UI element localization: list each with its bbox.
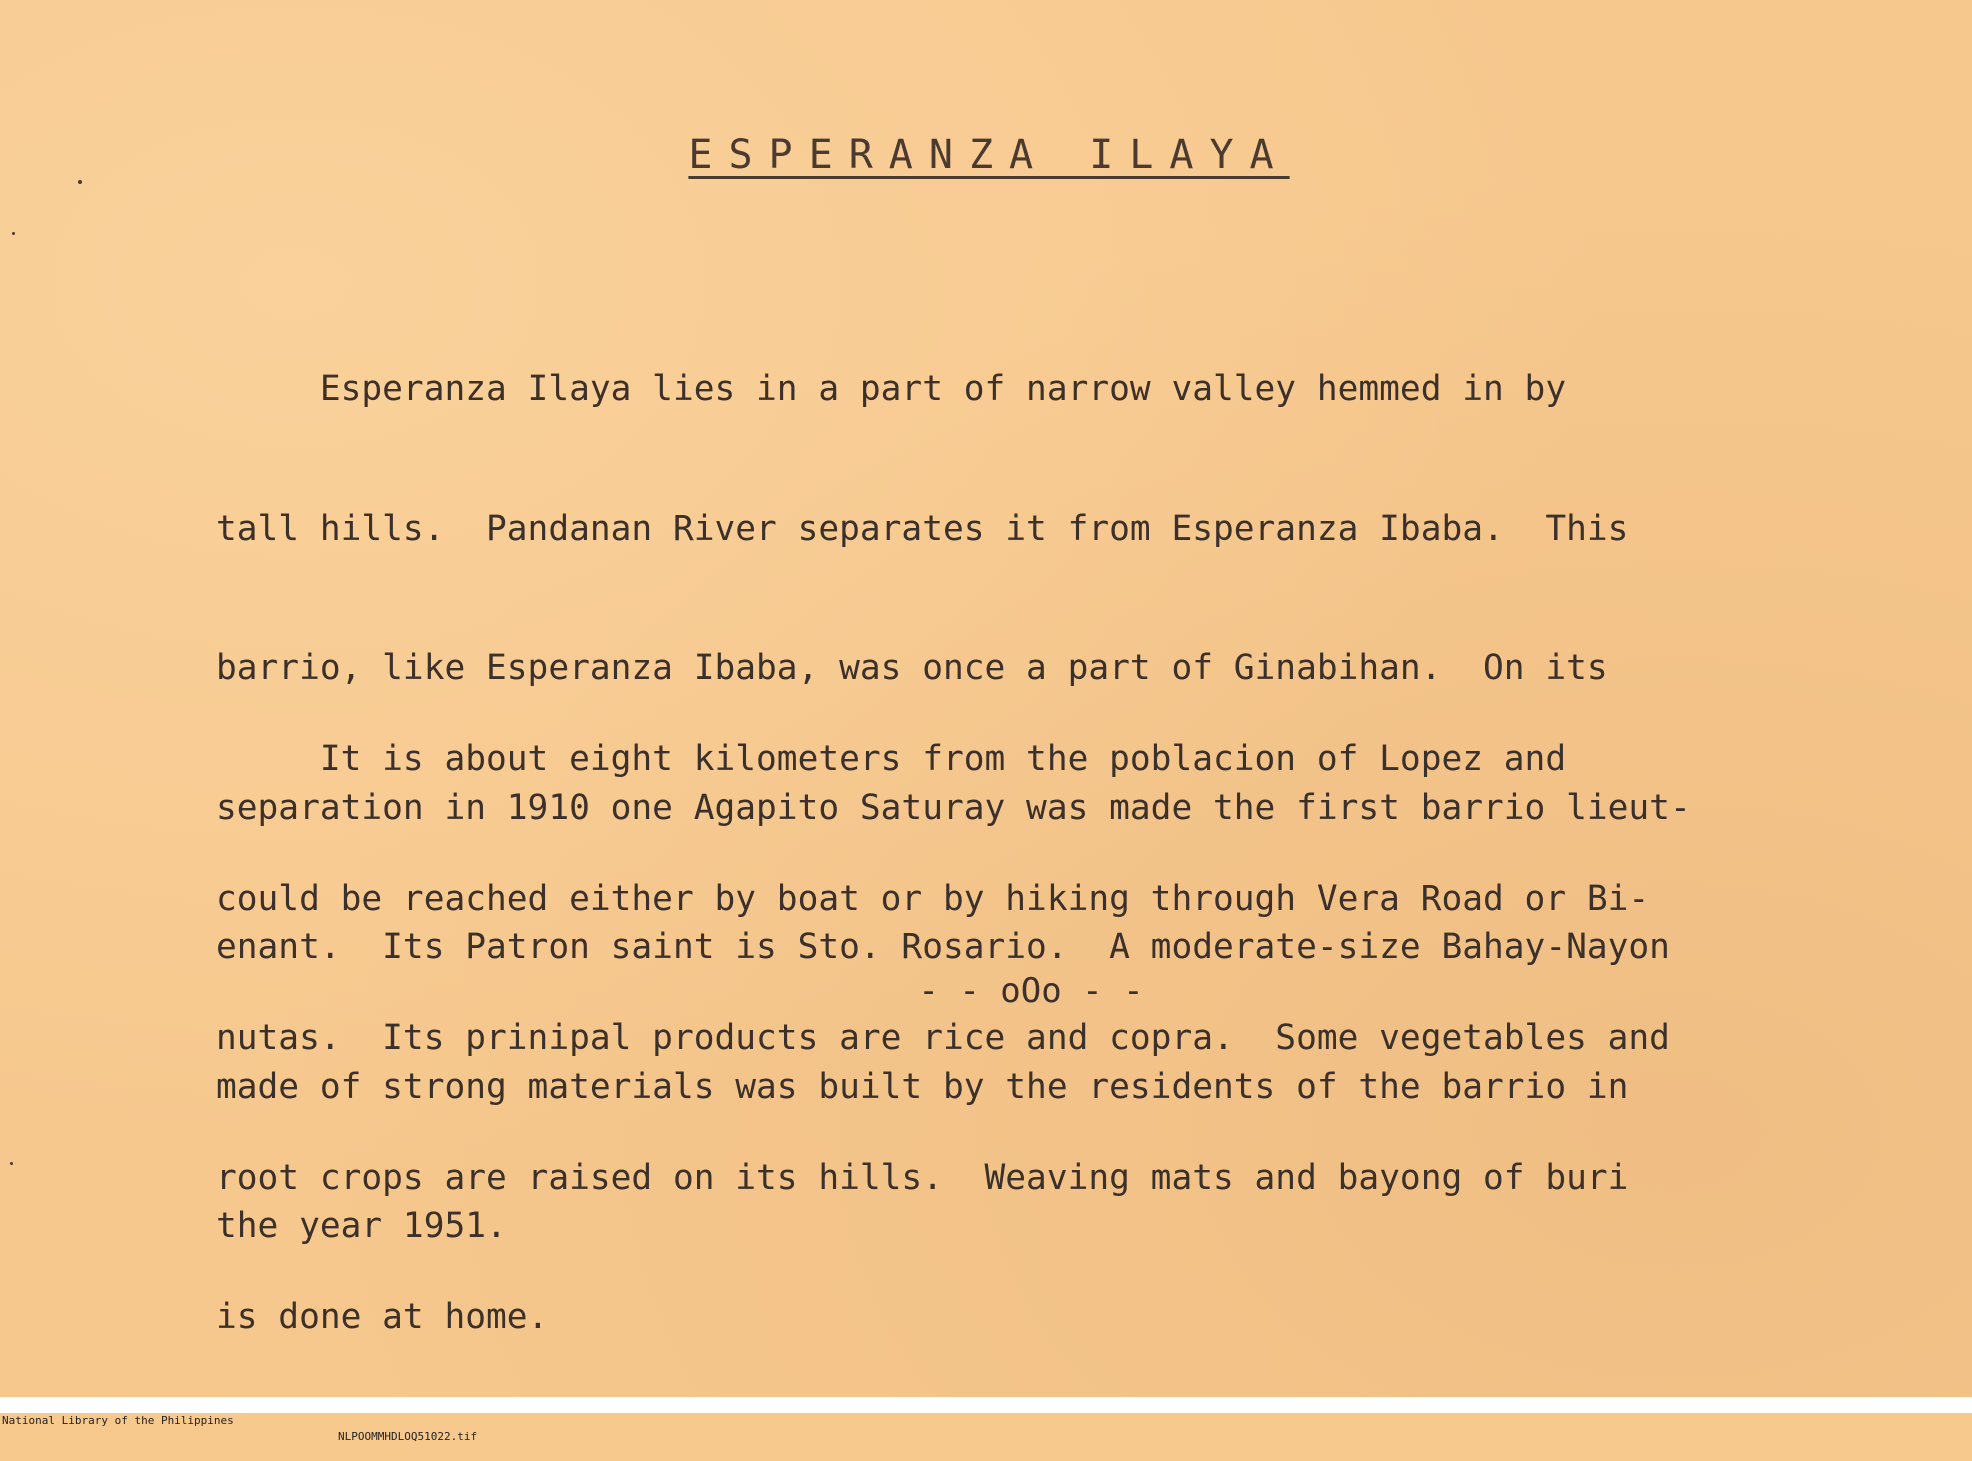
paragraph-line: is done at home. bbox=[216, 1297, 549, 1337]
paragraph-line: separation in 1910 one Agapito Saturay was made the first barrio lieut- bbox=[216, 787, 1691, 828]
paper-speck bbox=[10, 1162, 13, 1165]
paragraph-line: root crops are raised on its hills. Weaving mats and bayong of buri bbox=[216, 1157, 1629, 1198]
paragraph-line: could be reached either by boat or by hiking through Vera Road or Bi- bbox=[216, 878, 1650, 919]
paragraph-2 bbox=[216, 643, 1856, 1434]
paragraph-line: made of strong materials was built by the residents of the barrio in bbox=[216, 1066, 1629, 1107]
document-title bbox=[0, 130, 1972, 180]
scan-footer bbox=[0, 1397, 1972, 1443]
paragraph-line: It is about eight kilometers from the poblacion of Lopez and bbox=[216, 739, 1567, 779]
paragraph-line: enant. Its Patron saint is Sto. Rosario. A moderate-size Bahay-Nayon bbox=[216, 927, 1670, 967]
paragraph-line: Esperanza Ilaya lies in a part of narrow valley hemmed in by bbox=[216, 369, 1567, 409]
footer-library-name: National Library of the Philippines bbox=[2, 1414, 234, 1427]
paragraph-line: the year 1951. bbox=[216, 1206, 507, 1246]
paper-speck bbox=[78, 180, 82, 184]
paragraph-line: tall hills. Pandanan River separates it from Esperanza Ibaba. This bbox=[216, 508, 1629, 549]
paragraph-line: barrio, like Esperanza Ibaba, was once a part of Ginabihan. On its bbox=[216, 648, 1608, 688]
footer-filename: NLPOOMMHDLOQ51022.tif bbox=[338, 1430, 478, 1443]
document-title-text: ESPERANZA ILAYA bbox=[688, 132, 1290, 178]
paper-speck bbox=[12, 232, 15, 235]
paragraph-line: nutas. Its prinipal products are rice and copra. Some vegetables and bbox=[216, 1018, 1670, 1058]
end-separator: - - oOo - - bbox=[918, 971, 1144, 1011]
